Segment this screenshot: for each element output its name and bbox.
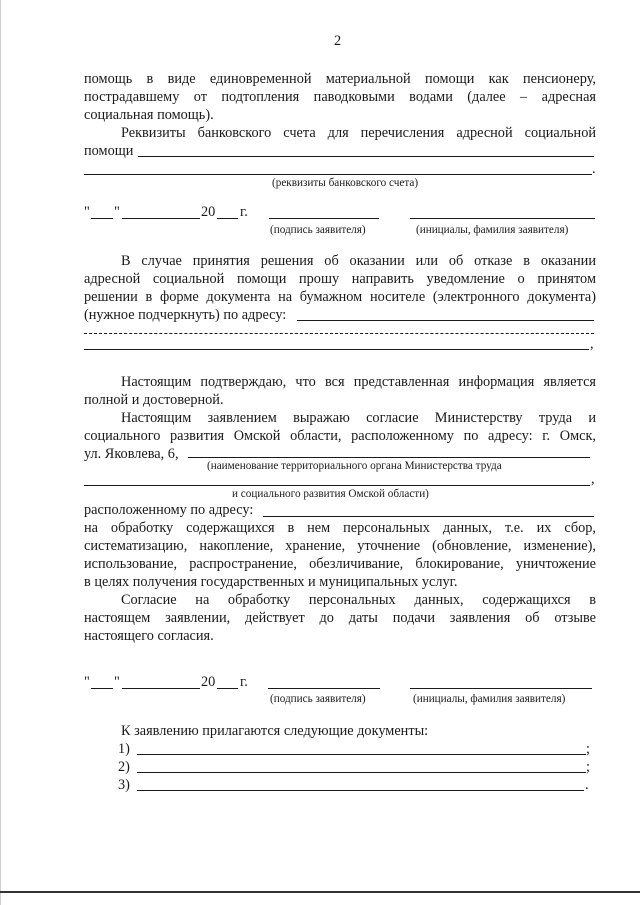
bank-details-line-2: помощи [84, 143, 134, 159]
signature-caption-2: (подпись заявителя) [270, 693, 366, 705]
date-close-quote-1: " [114, 204, 120, 220]
attachment-field-1[interactable] [137, 754, 586, 755]
attachments-title: К заявлению прилагаются следующие документы: [121, 723, 429, 739]
confirmation-line-2: полной и достоверной. [84, 392, 224, 408]
notification-line-2: адресной социальной помощи прошу направить уведомление о принятом [84, 271, 596, 287]
bank-details-field-1[interactable] [138, 156, 594, 157]
paragraph-1-line-3: социальная помощь). [84, 107, 214, 123]
scan-edge-bottom [0, 891, 640, 893]
notification-address-field-3[interactable] [84, 349, 589, 350]
date-year-field-1[interactable] [217, 218, 238, 219]
confirmation-line-1: Настоящим подтверждаю, что вся представленная информация является [121, 374, 596, 390]
date-year-field-2[interactable] [217, 688, 238, 689]
date-close-quote-2: " [114, 674, 120, 690]
signature-field-2[interactable] [268, 688, 380, 689]
date-open-quote-1: " [84, 204, 90, 220]
notification-address-comma: , [590, 336, 594, 352]
territorial-body-field-2[interactable] [84, 485, 590, 486]
attachment-end-1: ; [586, 741, 590, 757]
consent-line-8: в целях получения государственных и муниципальных услуг. [84, 574, 458, 590]
attachment-number-2: 2) [118, 759, 130, 775]
paragraph-1-line-2: пострадавшему от подтопления паводковыми водами (далее – адресная [84, 89, 596, 105]
validity-line-3: настоящего согласия. [84, 628, 214, 644]
notification-address-field-1[interactable] [297, 320, 594, 321]
attachment-number-1: 1) [118, 741, 130, 757]
date-year-prefix-1: 20 [201, 204, 216, 220]
notification-line-3: решении в форме документа на бумажном носителе (электронного документа) [84, 289, 596, 305]
consent-line-7: использование, распространение, обезличивание, блокирование, уничтожение [84, 556, 596, 572]
consent-line-5: на обработку содержащихся в нем персональных данных, т.е. их сбор, [84, 520, 596, 536]
attachment-field-2[interactable] [137, 772, 586, 773]
signature-caption-1: (подпись заявителя) [270, 224, 366, 236]
notification-line-1: В случае принятия решения об оказании или об отказе в оказании [121, 253, 596, 269]
paragraph-1-line-1: помощь в виде единовременной материальной помощи как пенсионеру, [84, 71, 596, 87]
date-year-suffix-2: г. [240, 674, 248, 690]
territorial-body-comma: , [591, 471, 595, 487]
validity-line-2: настоящем заявлении, действует до даты подачи заявления об отзыве [84, 610, 596, 626]
validity-line-1: Согласие на обработку персональных данных, содержащихся в [121, 592, 596, 608]
territorial-body-address-field[interactable] [263, 516, 594, 517]
attachment-end-2: ; [586, 759, 590, 775]
consent-line-6: систематизацию, накопление, хранение, уточнение (обновление, изменение), [84, 538, 596, 554]
territorial-body-caption-2: и социального развития Омской области) [232, 488, 429, 500]
notification-address-field-2[interactable] [84, 333, 594, 334]
attachment-field-3[interactable] [137, 790, 584, 791]
consent-line-4: расположенному по адресу: [84, 502, 254, 518]
signature-field-1[interactable] [269, 218, 379, 219]
name-caption-1: (инициалы, фамилия заявителя) [416, 224, 569, 236]
date-day-field-2[interactable] [91, 688, 113, 689]
notification-line-4: (нужное подчеркнуть) по адресу: [84, 307, 287, 323]
bank-details-field-2[interactable] [84, 174, 592, 175]
territorial-body-caption-1: (наименование территориального органа Министерства труда [207, 460, 502, 472]
date-open-quote-2: " [84, 674, 90, 690]
bank-details-caption: (реквизиты банковского счета) [272, 177, 419, 189]
date-month-field-2[interactable] [122, 688, 200, 689]
date-month-field-1[interactable] [122, 218, 200, 219]
date-year-prefix-2: 20 [201, 674, 216, 690]
attachment-number-3: 3) [118, 777, 130, 793]
territorial-body-field-1[interactable] [188, 457, 590, 458]
bank-details-period: . [592, 161, 596, 177]
name-field-2[interactable] [410, 688, 592, 689]
consent-line-3: ул. Яковлева, 6, [84, 446, 179, 462]
name-caption-2: (инициалы, фамилия заявителя) [413, 693, 566, 705]
consent-line-1: Настоящим заявлением выражаю согласие Министерству труда и [121, 410, 596, 426]
scan-edge-left [0, 0, 1, 905]
date-year-suffix-1: г. [240, 204, 248, 220]
attachment-end-3: . [585, 777, 589, 793]
page-number: 2 [334, 33, 342, 49]
consent-line-2: социального развития Омской области, расположенному по адресу: г. Омск, [84, 428, 596, 444]
date-day-field-1[interactable] [91, 218, 113, 219]
name-field-1[interactable] [410, 218, 595, 219]
bank-details-line-1: Реквизиты банковского счета для перечисления адресной социальной [121, 125, 596, 141]
